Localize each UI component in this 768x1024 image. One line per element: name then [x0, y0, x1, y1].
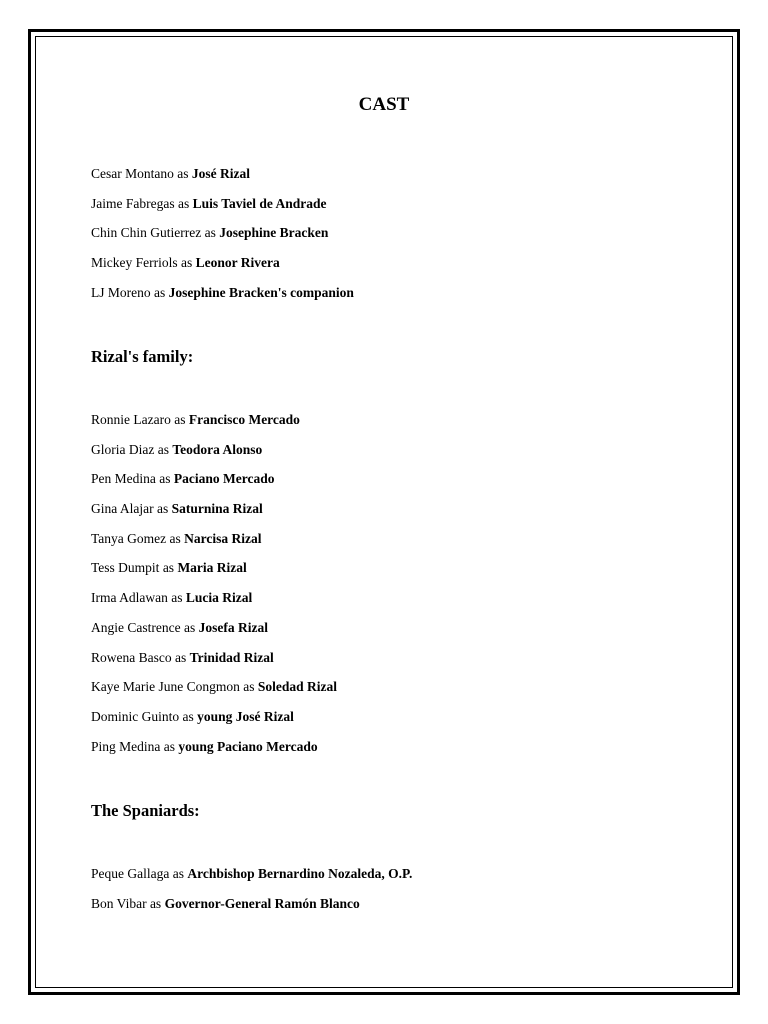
- cast-line: [91, 559, 337, 589]
- as-joiner: as: [169, 530, 181, 546]
- as-joiner: as: [154, 284, 166, 300]
- actor-name: Gina Alajar: [91, 501, 154, 517]
- cast-line: [91, 589, 337, 619]
- as-joiner: as: [177, 195, 190, 211]
- cast-line: [91, 254, 354, 284]
- cast-line: [91, 411, 337, 441]
- role-name: Josefa Rizal: [198, 619, 268, 635]
- cast-line: [91, 224, 354, 254]
- cast-line: [91, 530, 337, 560]
- actor-name: Peque Gallaga: [91, 866, 170, 881]
- role-name: Maria Rizal: [177, 560, 247, 576]
- actor-name: Pen Medina: [91, 471, 156, 487]
- as-joiner: as: [163, 738, 175, 754]
- role-name: Paciano Mercado: [173, 471, 275, 487]
- actor-name: Gloria Diaz: [91, 441, 155, 457]
- main-cast-list: [91, 165, 354, 313]
- cast-line: [91, 678, 337, 708]
- as-joiner: as: [149, 895, 162, 911]
- spaniards-cast-list: [91, 865, 412, 924]
- cast-line: [91, 441, 337, 471]
- role-name: Soledad Rizal: [257, 679, 337, 695]
- as-joiner: as: [157, 441, 169, 457]
- cast-line: [91, 470, 337, 500]
- role-name: José Rizal: [191, 166, 250, 181]
- family-cast-list: [91, 411, 337, 767]
- cast-line: [91, 708, 337, 738]
- cast-line: [91, 895, 412, 925]
- role-name: young José Rizal: [197, 708, 294, 724]
- role-name: Josephine Bracken's companion: [168, 284, 354, 300]
- as-joiner: as: [182, 708, 194, 724]
- actor-name: Kaye Marie June Congmon: [91, 679, 240, 695]
- cast-line: [91, 649, 337, 679]
- actor-name: Bon Vibar: [91, 895, 147, 911]
- actor-name: Angie Castrence: [91, 619, 181, 635]
- role-name: Governor-General Ramón Blanco: [164, 895, 360, 911]
- actor-name: Irma Adlawan: [91, 590, 168, 606]
- role-name: Luis Taviel de Andrade: [192, 195, 327, 211]
- role-name: Saturnina Rizal: [171, 501, 263, 517]
- as-joiner: as: [172, 866, 184, 881]
- as-joiner: as: [156, 501, 169, 517]
- as-joiner: as: [159, 471, 171, 487]
- actor-name: Ping Medina: [91, 738, 161, 754]
- role-name: Lucia Rizal: [185, 590, 253, 606]
- actor-name: Jaime Fabregas: [91, 195, 175, 211]
- role-name: Leonor Rivera: [195, 255, 280, 271]
- role-name: Francisco Mercado: [188, 412, 300, 427]
- actor-name: Ronnie Lazaro: [91, 412, 171, 427]
- role-name: Narcisa Rizal: [184, 530, 262, 546]
- role-name: young Paciano Mercado: [178, 738, 318, 754]
- as-joiner: as: [183, 619, 196, 635]
- as-joiner: as: [162, 560, 175, 576]
- as-joiner: as: [204, 225, 216, 241]
- page-title: CAST: [358, 94, 410, 115]
- cast-line: [91, 738, 337, 768]
- role-name: Archbishop Bernardino Nozaleda, O.P.: [187, 866, 413, 881]
- as-joiner: as: [181, 255, 193, 271]
- as-joiner: as: [243, 679, 255, 695]
- spaniards-heading: The Spaniards:: [91, 801, 200, 820]
- cast-line: [91, 165, 354, 195]
- cast-line: [91, 284, 354, 314]
- actor-name: Tanya Gomez: [91, 530, 167, 546]
- actor-name: Chin Chin Gutierrez: [91, 225, 202, 241]
- cast-line: [91, 619, 337, 649]
- cast-line: [91, 865, 412, 895]
- as-joiner: as: [171, 590, 183, 606]
- actor-name: LJ Moreno: [91, 284, 151, 300]
- actor-name: Rowena Basco: [91, 649, 172, 665]
- actor-name: Dominic Guinto: [91, 708, 180, 724]
- cast-line: [91, 500, 337, 530]
- role-name: Josephine Bracken: [219, 225, 329, 241]
- actor-name: Cesar Montano: [91, 166, 174, 181]
- as-joiner: as: [177, 166, 189, 181]
- cast-line: [91, 195, 354, 225]
- family-heading: Rizal's family:: [91, 347, 194, 366]
- as-joiner: as: [174, 412, 186, 427]
- role-name: Trinidad Rizal: [189, 649, 274, 665]
- as-joiner: as: [174, 649, 187, 665]
- actor-name: Mickey Ferriols: [91, 255, 178, 271]
- role-name: Teodora Alonso: [172, 441, 263, 457]
- actor-name: Tess Dumpit: [91, 560, 160, 576]
